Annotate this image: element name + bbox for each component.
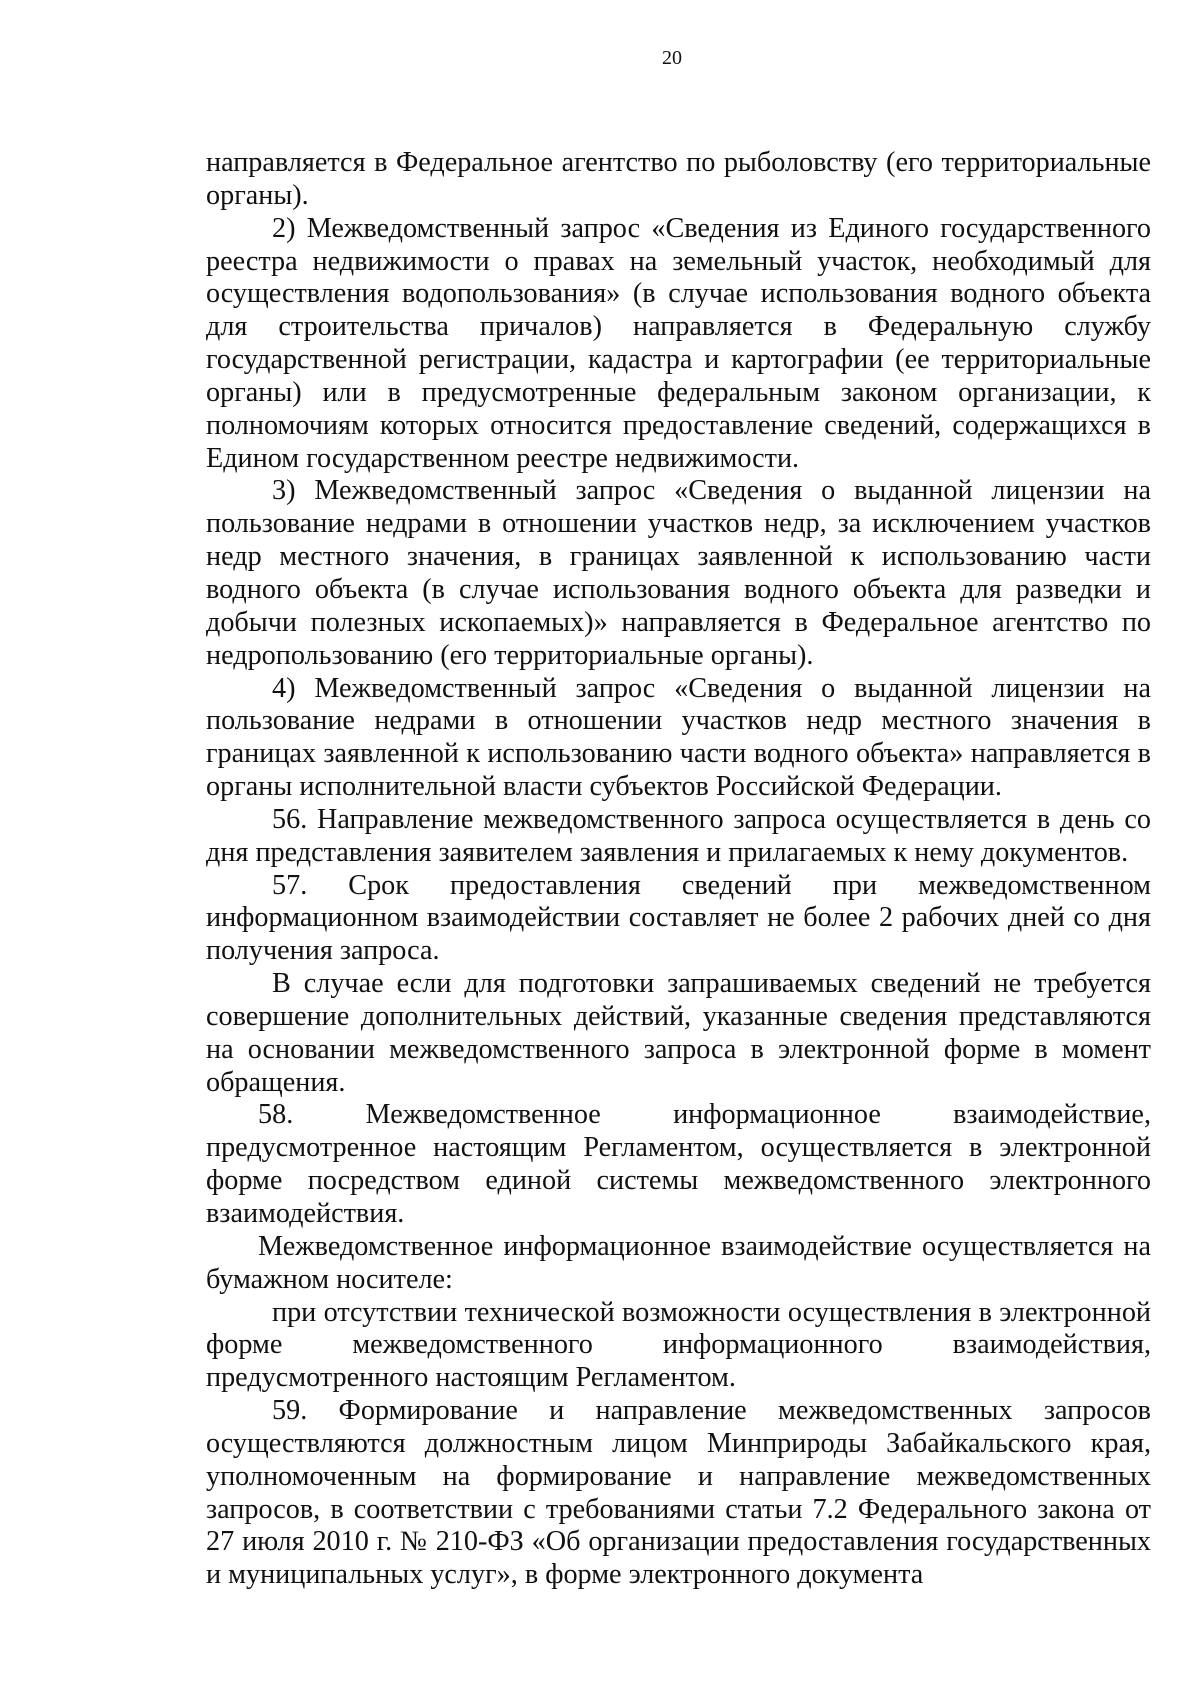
document-body (206, 147, 1151, 1592)
paragraph-item-2: 2) Межведомственный запрос «Сведения из Единого государственного реестра недвижимости о правах на земельный участок, необходимый для осуществления водопользования» (в случае использования водного объекта для строительства причалов) направляется в Федеральную службу государственной регистрации, кадастра и картографии (ее территориальные органы) или в предусмотренные федеральным законом организации, к полномочиям которых относится предоставление сведений, содержащихся в Едином государственном реестре недвижимости. (206, 212, 1151, 474)
paragraph-58-condition: при отсутствии технической возможности осуществления в электронной форме межведомственного информационного взаимодействия, предусмотренного настоящим Регламентом. (206, 1296, 1151, 1394)
paragraph-item-4: 4) Межведомственный запрос «Сведения о выданной лицензии на пользование недрами в отношении участков недр местного значения в границах заявленной к использованию части водного объекта» направляется в органы исполнительной власти субъектов Российской Федерации. (206, 672, 1151, 803)
paragraph-56: 56. Направление межведомственного запроса осуществляется в день со дня представления заявителем заявления и прилагаемых к нему документов. (206, 803, 1151, 868)
paragraph-57: 57. Срок предоставления сведений при межведомственном информационном взаимодействии составляет не более 2 рабочих дней со дня получения запроса. (206, 869, 1151, 967)
page-number: 20 (662, 47, 682, 69)
paragraph-continuation: направляется в Федеральное агентство по рыболовству (его территориальные органы). (206, 147, 1151, 211)
paragraph-58: 58. Межведомственное информационное взаимодействие, предусмотренное настоящим Регламентом, осуществляется в электронной форме посредством единой системы межведомственного электронного взаимодействия. (206, 1099, 1151, 1229)
paragraph-59: 59. Формирование и направление межведомственных запросов осуществляются должностным лицом Минприроды Забайкальского края, уполномоченным на формирование и направление межведомственных запросов, в соответствии с требованиями статьи 7.2 Федерального закона от 27 июля 2010 г. № 210-ФЗ «Об организации предоставления государственных и муниципальных услуг», в форме электронного документа (206, 1395, 1151, 1591)
paragraph-58-paper: Межведомственное информационное взаимодействие осуществляется на бумажном носителе: (206, 1230, 1151, 1295)
paragraph-57-case: В случае если для подготовки запрашиваемых сведений не требуется совершение дополнительных действий, указанные сведения представляются на основании межведомственного запроса в электронной форме в момент обращения. (206, 968, 1151, 1098)
paragraph-item-3: 3) Межведомственный запрос «Сведения о выданной лицензии на пользование недрами в отношении участков недр, за исключением участков недр местного значения, в границах заявленной к использованию части водного объекта (в случае использования водного объекта для разведки и добычи полезных ископаемых)» направляется в Федеральное агентство по недропользованию (его территориальные органы). (206, 475, 1151, 671)
